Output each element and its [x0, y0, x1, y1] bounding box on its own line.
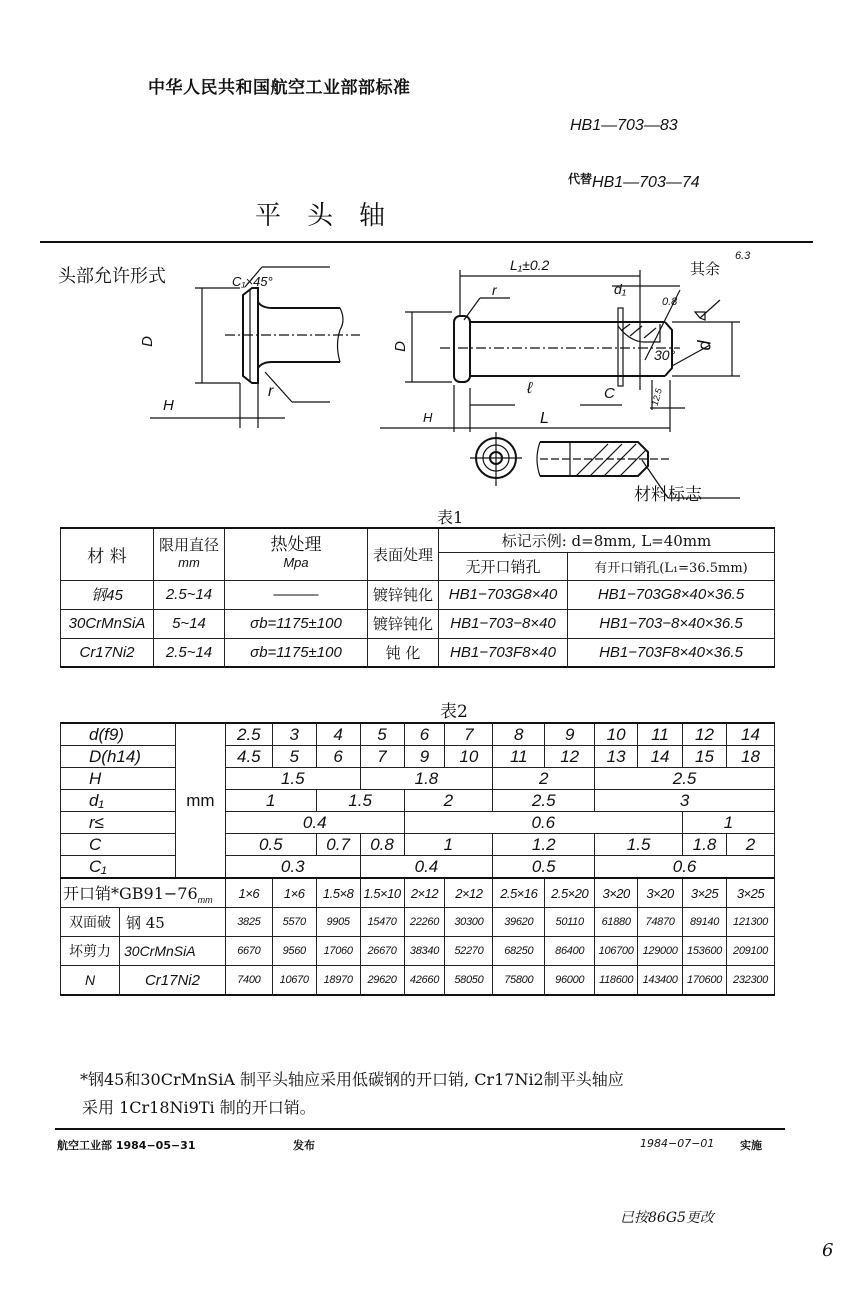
material-cell: Cr17Ni2 — [61, 638, 154, 667]
pin-unit: mm — [197, 895, 213, 906]
D-cell: 18 — [726, 746, 774, 768]
main-r-label: r — [492, 282, 497, 298]
pin-label: 开口销*GB91−76 — [63, 883, 198, 903]
shear-cell: 29620 — [360, 966, 404, 996]
C1-cell: 0.4 — [360, 856, 493, 879]
shear-30CrMnSiA-label — [61, 937, 226, 966]
shear-cell: 129000 — [638, 937, 683, 966]
table1-caption: 表1 — [437, 508, 464, 527]
shear-cell: 18970 — [316, 966, 360, 996]
effective-date: 1984−07−01 — [640, 1137, 715, 1150]
H-cell: 1.8 — [360, 768, 493, 790]
shear-mat-Cr17Ni2: Cr17Ni2 — [144, 971, 200, 989]
shear-cell: 17060 — [316, 937, 360, 966]
shear-cell: 143400 — [638, 966, 683, 996]
no-hole-cell: HB1−703G8×40 — [439, 580, 568, 609]
L-label: L — [540, 410, 549, 427]
heat-treatment-header — [225, 528, 368, 580]
pin-cell: 1.5×10 — [360, 878, 404, 908]
D-cell: 11 — [493, 746, 545, 768]
heat-cell: σb=1175±100 — [225, 609, 368, 638]
label-H: H — [61, 768, 176, 790]
no-hole-cell: HB1−703F8×40 — [439, 638, 568, 667]
diameter-cell: 5~14 — [154, 609, 225, 638]
C-cell: 2 — [726, 834, 774, 856]
H-cell: 2 — [493, 768, 595, 790]
shear-cell: 9905 — [316, 908, 360, 937]
document-title: 平头轴 — [255, 201, 412, 231]
l-label: ℓ — [527, 380, 533, 397]
left-H-label: H — [163, 397, 174, 414]
C-label: C — [604, 385, 615, 402]
shear-cell: 26670 — [360, 937, 404, 966]
issuer-date: 航空工业部 1984−05−31 — [57, 1139, 196, 1152]
main-D-label: D — [391, 341, 409, 352]
row-C — [61, 834, 775, 856]
pin-cell: 2×12 — [404, 878, 445, 908]
heat-treatment-label: 热处理 — [270, 535, 322, 556]
technical-drawing — [40, 250, 820, 520]
label-r: r≤ — [61, 812, 176, 834]
pin-cell: 1×6 — [225, 878, 272, 908]
d-cell: 4 — [316, 723, 360, 746]
surface-treatment-header: 表面处理 — [368, 528, 439, 580]
material-mark-label: 材料标志 — [634, 485, 702, 505]
label-d1: d₁ — [61, 790, 176, 812]
heat-cell: ——— — [225, 580, 368, 609]
shear-cell: 52270 — [445, 937, 493, 966]
C1-cell: 0.3 — [225, 856, 360, 879]
diameter-unit: mm — [178, 555, 200, 571]
shear-cell: 209100 — [726, 937, 774, 966]
D-cell: 9 — [404, 746, 445, 768]
with-hole-cell: HB1−703F8×40×36.5 — [568, 638, 775, 667]
pin-cell: 2.5×20 — [545, 878, 595, 908]
row-r — [61, 812, 775, 834]
table-row — [61, 609, 775, 638]
C1-cell: 0.6 — [595, 856, 775, 879]
r-cell: 0.4 — [225, 812, 404, 834]
pin-cell: 1×6 — [272, 878, 316, 908]
shear-label-line2: 坏剪力 — [61, 937, 120, 965]
shear-cell: 3825 — [225, 908, 272, 937]
handwritten-revision-note: 已按86G5更改 — [620, 1210, 714, 1226]
row-D — [61, 746, 775, 768]
d-cell: 7 — [445, 723, 493, 746]
shear-cell: 75800 — [493, 966, 545, 996]
shear-cell: 74870 — [638, 908, 683, 937]
d1-cell: 2.5 — [493, 790, 595, 812]
row-shear-30CrMnSiA — [61, 937, 775, 966]
label-D: D(h14) — [61, 746, 176, 768]
shear-label-line1: 双面破 — [61, 908, 120, 936]
D-cell: 14 — [638, 746, 683, 768]
D-cell: 4.5 — [225, 746, 272, 768]
row-pin — [61, 878, 775, 908]
d1-cell: 1 — [225, 790, 316, 812]
shear-cell: 5570 — [272, 908, 316, 937]
replaces-standard — [568, 170, 700, 192]
label-d: d(f9) — [61, 723, 176, 746]
d-cell: 2.5 — [225, 723, 272, 746]
d1-cell: 2 — [404, 790, 493, 812]
angle-label: 30° — [654, 347, 676, 363]
shear-cell: 68250 — [493, 937, 545, 966]
pin-cell: 1.5×8 — [316, 878, 360, 908]
shear-cell: 118600 — [595, 966, 638, 996]
r-cell: 0.6 — [404, 812, 683, 834]
shear-cell: 153600 — [683, 937, 727, 966]
label-C: C — [61, 834, 176, 856]
pin-cell: 3×20 — [638, 878, 683, 908]
d-cell: 14 — [726, 723, 774, 746]
shear-mat-30CrMnSiA: 30CrMnSiA — [124, 943, 196, 959]
no-hole-header: 无开口销孔 — [439, 552, 568, 580]
footnote-line1: *钢45和30CrMnSiA 制平头轴应采用低碳钢的开口销, Cr17Ni2制平头轴应 — [80, 1070, 624, 1089]
C-cell: 0.8 — [360, 834, 404, 856]
heat-cell: σb=1175±100 — [225, 638, 368, 667]
table2-caption: 表2 — [440, 702, 468, 722]
with-hole-header: 有开口销孔(L₁=36.5mm) — [568, 552, 775, 580]
heat-unit: Mpa — [283, 555, 309, 571]
shear-cell: 7400 — [225, 966, 272, 996]
C-cell: 1.8 — [683, 834, 727, 856]
r-cell: 1 — [683, 812, 775, 834]
D-cell: 6 — [316, 746, 360, 768]
roughness-rest-label: 其余 — [690, 260, 721, 278]
diameter-cell: 2.5~14 — [154, 580, 225, 609]
surface-cell: 镀锌钝化 — [368, 580, 439, 609]
shear-cell: 42660 — [404, 966, 445, 996]
shear-cell: 121300 — [726, 908, 774, 937]
shear-mat-steel45: 钢 45 — [126, 913, 165, 932]
shear-cell: 232300 — [726, 966, 774, 996]
standard-number: HB1—703—83 — [570, 117, 678, 134]
L1-tolerance-label: L₁±0.2 — [510, 257, 550, 273]
shear-cell: 15470 — [360, 908, 404, 937]
surface-cell: 镀锌钝化 — [368, 609, 439, 638]
left-D-label: D — [138, 336, 156, 347]
d-cell: 11 — [638, 723, 683, 746]
row-shear-steel45 — [61, 908, 775, 937]
replaces-number: HB1—703—74 — [592, 174, 700, 191]
C-cell: 1 — [404, 834, 493, 856]
material-table — [60, 527, 775, 668]
dimension-table — [60, 722, 775, 996]
label-pin — [61, 878, 226, 908]
table-row — [61, 638, 775, 667]
shear-Cr17Ni2-label — [61, 966, 226, 996]
shear-cell: 39620 — [493, 908, 545, 937]
shear-steel45-label — [61, 908, 226, 937]
diameter-limit-label: 限用直径 — [158, 536, 219, 555]
roughness-face-value: 0.8 — [662, 296, 678, 308]
row-d1 — [61, 790, 775, 812]
left-r-label: r — [268, 383, 274, 400]
diameter-limit-header — [154, 528, 225, 580]
d1-cell: 3 — [595, 790, 775, 812]
d-cell: 5 — [360, 723, 404, 746]
D-cell: 7 — [360, 746, 404, 768]
shear-cell: 86400 — [545, 937, 595, 966]
material-cell: 钢45 — [61, 580, 154, 609]
material-header: 材 料 — [61, 528, 154, 580]
D-cell: 5 — [272, 746, 316, 768]
d-label: d — [694, 340, 715, 351]
H-cell: 1.5 — [225, 768, 360, 790]
header-rule — [40, 241, 813, 243]
shear-cell: 50110 — [545, 908, 595, 937]
no-hole-cell: HB1−703−8×40 — [439, 609, 568, 638]
shear-cell: 106700 — [595, 937, 638, 966]
shear-cell: 89140 — [683, 908, 727, 937]
footnote — [80, 1066, 800, 1122]
table-row — [61, 580, 775, 609]
C-cell: 1.2 — [493, 834, 595, 856]
organization-title: 中华人民共和国航空工业部部标准 — [148, 78, 411, 98]
shear-cell: 96000 — [545, 966, 595, 996]
shear-cell: 6670 — [225, 937, 272, 966]
row-C1 — [61, 856, 775, 879]
shear-cell: 9560 — [272, 937, 316, 966]
pin-cell: 2.5×16 — [493, 878, 545, 908]
shear-cell: 58050 — [445, 966, 493, 996]
row-d — [61, 723, 775, 746]
roughness-rest-value: 6.3 — [735, 250, 751, 262]
d-cell: 3 — [272, 723, 316, 746]
footer-rule — [55, 1128, 785, 1130]
d-cell: 8 — [493, 723, 545, 746]
pin-cell: 2×12 — [445, 878, 493, 908]
shear-cell: 10670 — [272, 966, 316, 996]
with-hole-cell: HB1−703−8×40×36.5 — [568, 609, 775, 638]
roughness-chamfer-value: 12.5 — [649, 387, 664, 407]
diameter-cell: 2.5~14 — [154, 638, 225, 667]
d-cell: 10 — [595, 723, 638, 746]
row-shear-Cr17Ni2 — [61, 966, 775, 996]
D-cell: 13 — [595, 746, 638, 768]
shear-cell: 61880 — [595, 908, 638, 937]
unit-mm: mm — [175, 723, 225, 878]
issued-label: 发布 — [293, 1139, 315, 1152]
chamfer-c1-label: C₁×45° — [232, 274, 273, 289]
d-cell: 9 — [545, 723, 595, 746]
shear-label-unit: N — [61, 966, 120, 994]
d1-label: d₁ — [614, 281, 627, 297]
d1-cell: 1.5 — [316, 790, 404, 812]
row-H — [61, 768, 775, 790]
C1-cell: 0.5 — [493, 856, 595, 879]
shear-cell: 38340 — [404, 937, 445, 966]
replaces-prefix: 代替 — [568, 172, 593, 186]
main-H-label: H — [423, 410, 433, 425]
d-cell: 6 — [404, 723, 445, 746]
D-cell: 12 — [545, 746, 595, 768]
surface-cell: 钝 化 — [368, 638, 439, 667]
D-cell: 15 — [683, 746, 727, 768]
C-cell: 0.7 — [316, 834, 360, 856]
C-cell: 0.5 — [225, 834, 316, 856]
page-number: 6 — [822, 1240, 834, 1261]
example-header: 标记示例: d=8mm, L=40mm — [439, 528, 775, 552]
pin-cell: 3×20 — [595, 878, 638, 908]
effective-label: 实施 — [740, 1139, 762, 1152]
pin-cell: 3×25 — [726, 878, 774, 908]
footnote-line2: 采用 1Cr18Ni9Ti 制的开口销。 — [82, 1098, 316, 1117]
D-cell: 10 — [445, 746, 493, 768]
shear-cell: 22260 — [404, 908, 445, 937]
d-cell: 12 — [683, 723, 727, 746]
material-cell: 30CrMnSiA — [61, 609, 154, 638]
head-forms-label: 头部允许形式 — [58, 266, 166, 287]
H-cell: 2.5 — [595, 768, 775, 790]
shear-cell: 30300 — [445, 908, 493, 937]
with-hole-cell: HB1−703G8×40×36.5 — [568, 580, 775, 609]
pin-cell: 3×25 — [683, 878, 727, 908]
label-C1: C₁ — [61, 856, 176, 879]
C-cell: 1.5 — [595, 834, 683, 856]
shear-cell: 170600 — [683, 966, 727, 996]
